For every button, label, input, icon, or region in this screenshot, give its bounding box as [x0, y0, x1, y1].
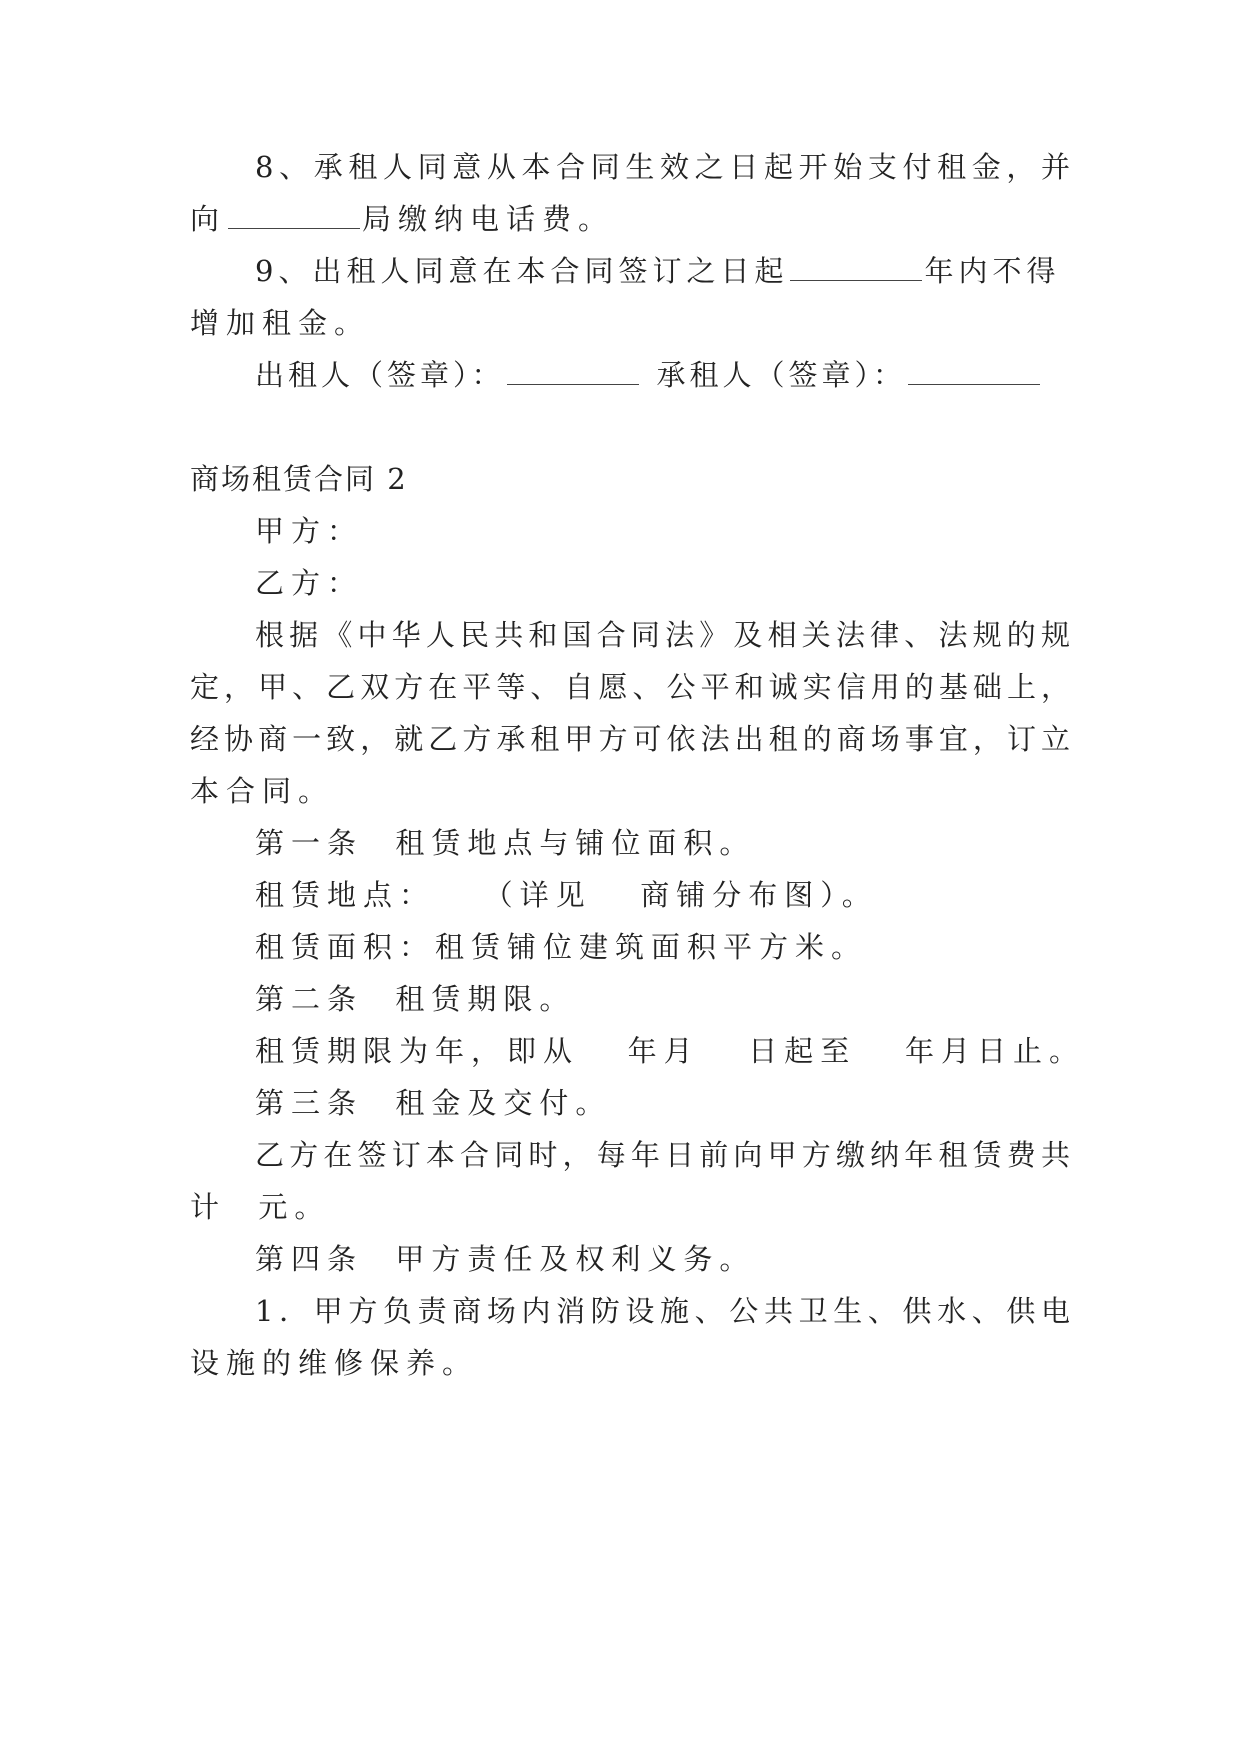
clause-8-text-b: 局缴纳电话费。 — [362, 202, 615, 236]
lessee-signature-blank — [908, 383, 1040, 385]
article-3-title: 第三条 租金及交付。 — [255, 1086, 612, 1120]
clause-9-text-a: 9、出租人同意在本合同签订之日起 — [255, 254, 789, 288]
party-a: 甲方： — [255, 514, 364, 548]
clause-9-text-b: 年内不得 — [924, 254, 1061, 288]
article-3-line-1: 乙方在签订本合同时，每年日前向甲方缴纳年租赁费共 — [255, 1138, 1070, 1172]
article-1-area: 租赁面积：租赁铺位建筑面积平方米。 — [255, 930, 868, 964]
article-1-location: 租赁地点： （详见 商铺分布图）。 — [255, 878, 878, 912]
years-blank — [790, 279, 922, 281]
signature-line — [255, 356, 1070, 394]
clause-9-line-1 — [255, 252, 1070, 290]
article-4-item-1-line-2: 设施的维修保养。 — [190, 1346, 479, 1380]
clause-8-text-a: 向 — [190, 202, 227, 236]
preamble-line-4: 本合同。 — [190, 774, 335, 808]
lessor-signature-blank — [507, 383, 639, 385]
article-4-item-1-line-1: 1．甲方负责商场内消防设施、公共卫生、供水、供电 — [255, 1294, 1070, 1328]
telephone-bureau-blank — [228, 227, 360, 229]
clause-9-text-2: 增加租金。 — [190, 306, 371, 340]
clause-9-line-2 — [190, 304, 1070, 342]
lessee-signature-label: 承租人（签章）： — [656, 358, 907, 392]
article-3-line-2: 计 元。 — [190, 1190, 331, 1224]
clause-8-line-1 — [255, 148, 1070, 186]
preamble-line-3: 经协商一致，就乙方承租甲方可依法出租的商场事宜，订立 — [190, 722, 1070, 756]
lessor-signature-label: 出租人（签章）： — [255, 358, 505, 392]
article-1-title: 第一条 租赁地点与铺位面积。 — [255, 826, 756, 860]
article-2-term: 租赁期限为年，即从 年月 日起至 年月日止。 — [255, 1034, 1085, 1068]
clause-8-text: 8、承租人同意从本合同生效之日起开始支付租金，并 — [255, 150, 1070, 184]
article-4-title: 第四条 甲方责任及权利义务。 — [255, 1242, 756, 1276]
preamble-line-1: 根据《中华人民共和国合同法》及相关法律、法规的规 — [255, 618, 1070, 652]
preamble-line-2: 定，甲、乙双方在平等、自愿、公平和诚实信用的基础上， — [190, 670, 1070, 704]
contract-title: 商场租赁合同 2 — [190, 462, 408, 496]
article-2-title: 第二条 租赁期限。 — [255, 982, 576, 1016]
party-b: 乙方： — [255, 566, 364, 600]
clause-8-line-2 — [190, 200, 1070, 238]
